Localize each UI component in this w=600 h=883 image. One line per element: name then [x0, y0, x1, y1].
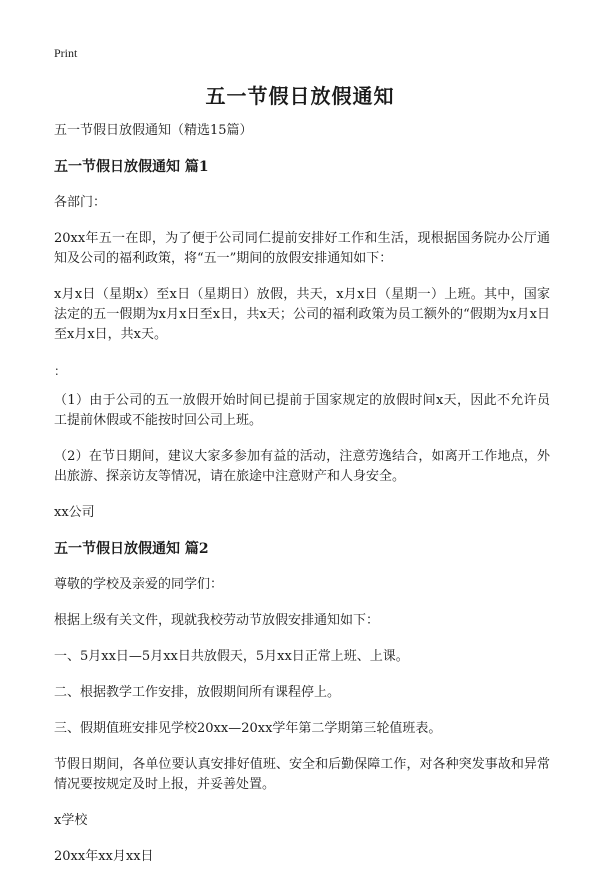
page-title: 五一节假日放假通知 — [205, 84, 395, 108]
print-label: Print — [54, 46, 78, 60]
article-2-list-item: 一、5月xx日—5月xx日共放假天，5月xx日正常上班、上课。 — [54, 649, 409, 664]
article-2-salutation: 尊敬的学校及亲爱的同学们： — [54, 577, 224, 592]
article-2-paragraph: 节假日期间，各单位要认真安排好值班、安全和后勤保障工作，对各种突发事故和异常情况要按规定及时上报，并妥善处置。 — [54, 757, 550, 792]
article-2-intro: 根据上级有关文件，现就我校劳动节放假安排通知如下： — [54, 613, 380, 628]
article-2-heading: 五一节假日放假通知 篇2 — [54, 541, 209, 557]
article-1-heading: 五一节假日放假通知 篇1 — [54, 159, 209, 175]
article-1-list-item: （2）在节日期间，建议大家多参加有益的活动，注意劳逸结合，如离开工作地点，外出旅游、探亲访友等情况，请在旅途中注意财产和人身安全。 — [54, 449, 550, 484]
article-1-salutation: 各部门： — [54, 195, 107, 210]
article-1-paragraph: 20xx年五一在即，为了便于公司同仁提前安排好工作和生活，现根据国务院办公厅通知及公司的福利政策，将“五一”期间的放假安排通知如下： — [54, 231, 550, 266]
article-1-list-item: （1）由于公司的五一放假开始时间已提前于国家规定的放假时间x天，因此不允许员工提前休假或不能按时回公司上班。 — [54, 393, 550, 428]
article-1-signature: xx公司 — [54, 505, 95, 520]
document-subtitle: 五一节假日放假通知（精选15篇） — [54, 123, 253, 138]
document-body — [54, 121, 550, 883]
article-2-signature: x学校 — [54, 813, 88, 828]
article-1-mark: ： — [54, 364, 67, 378]
article-1-paragraph: x月x日（星期x）至x日（星期日）放假，共天，x月x日（星期一）上班。其中，国家法定的五一假期为x月x日至x日，共x天；公司的福利政策为员工额外的“假期为x月x日至x月x日，共x天。 — [54, 287, 550, 342]
article-2-list-item: 二、根据教学工作安排，放假期间所有课程停上。 — [54, 685, 341, 700]
article-2-date: 20xx年xx月xx日 — [54, 849, 154, 864]
article-2-list-item: 三、假期值班安排见学校20xx—20xx学年第二学期第三轮值班表。 — [54, 721, 442, 736]
